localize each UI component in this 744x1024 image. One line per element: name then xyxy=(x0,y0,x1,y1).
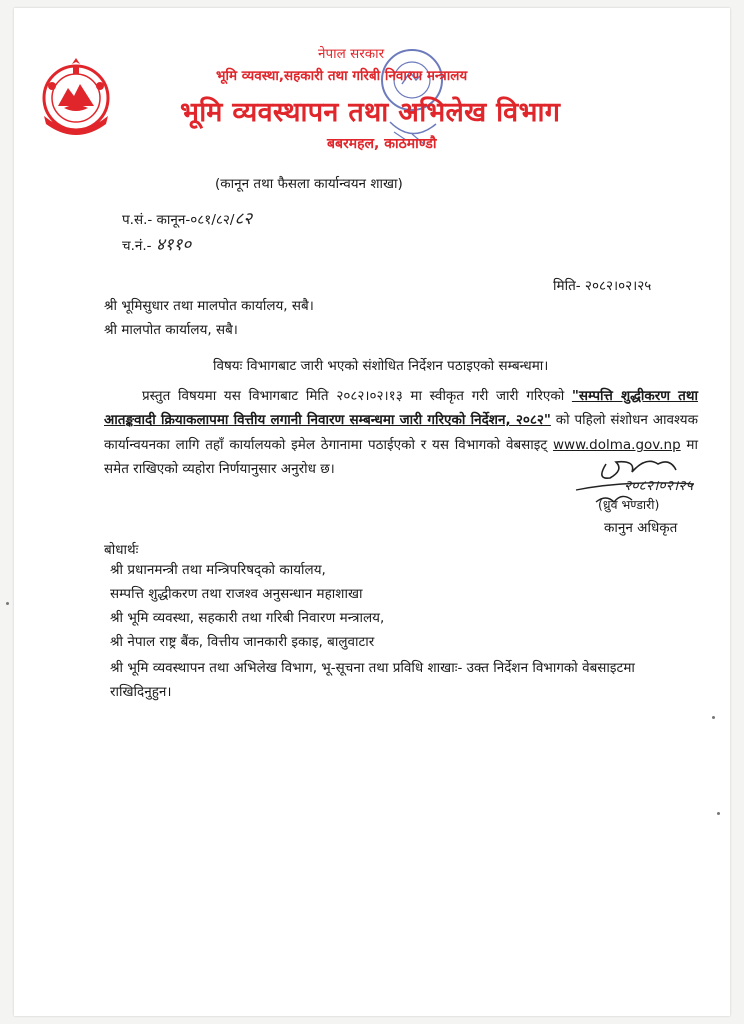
letterhead-address: बबरमहल, काठमाण्डौ xyxy=(327,136,437,152)
letterhead-government: नेपाल सरकार xyxy=(318,46,385,62)
cc-item: सम्पत्ति शुद्धीकरण तथा राजश्व अनुसन्धान महाशाखा xyxy=(110,586,363,602)
recipient-2: श्री मालपोत कार्यालय, सबै। xyxy=(104,322,238,338)
patra-sankhya xyxy=(122,206,252,229)
directive-title: "सम्पत्ति शुद्धीकरण तथा आतङ्कवादी क्रियाकलापमा वित्तीय लगानी निवारण सम्बन्धमा जारी गरिएको निर्देशन, २०८२" xyxy=(104,388,698,429)
signature-date: २०८२।०२।२५ xyxy=(624,478,693,494)
chalani-label: च.नं.- xyxy=(122,238,152,254)
body-part-2: को पहिलो संशोधन आवश्यक कार्यान्वयनका लागि तहाँ कार्यालयको इमेल ठेगानामा पठाईएको र यस विभागको वेबसाइट् xyxy=(104,412,698,453)
recipient-1: श्री भूमिसुधार तथा मालपोत कार्यालय, सबै। xyxy=(104,298,314,314)
scan-speck xyxy=(717,812,720,815)
letter-subject: विषयः विभागबाट जारी भएको संशोधित निर्देशन पठाइएको सम्बन्धमा। xyxy=(213,358,549,374)
nepal-government-emblem-icon xyxy=(36,56,116,136)
letterhead-ministry: भूमि व्यवस्था,सहकारी तथा गरिबी निवारण मन्त्रालय xyxy=(216,68,468,84)
scan-speck xyxy=(712,716,715,719)
signatory-name: (ध्रुव भण्डारी) xyxy=(598,497,660,512)
cc-item: श्री भूमि व्यवस्थापन तथा अभिलेख विभाग, भू-सूचना तथा प्रविधि शाखाः- उक्त निर्देशन विभागको वेबसाइटमा राखिदिनुहुन। xyxy=(110,660,635,700)
letter-date: मिति- २०८२।०२।२५ xyxy=(553,278,652,294)
branch-name: (कानून तथा फैसला कार्यान्वयन शाखा) xyxy=(215,176,403,192)
cc-item: श्री नेपाल राष्ट्र बैंक, वित्तीय जानकारी इकाइ, बालुवाटार xyxy=(110,634,375,650)
body-part-1: प्रस्तुत विषयमा यस विभागबाट मिति २०८२।०२।१३ मा स्वीकृत गरी जारी गरिएको xyxy=(142,388,572,404)
body-part-3: मा समेत राखिएको व्यहोरा निर्णयानुसार अनुरोध छ। xyxy=(104,436,698,478)
signatory-title: कानुन अधिकृत xyxy=(604,520,678,536)
patra-sankhya-handwritten: ८२ xyxy=(234,209,253,229)
cc-heading: बोधार्थः xyxy=(104,542,139,558)
chalani-handwritten: ४११० xyxy=(155,235,192,255)
letterhead-department: भूमि व्यवस्थापन तथा अभिलेख विभाग xyxy=(180,97,561,128)
cc-item: श्री प्रधानमन्त्री तथा मन्त्रिपरिषद्को कार्यालय, xyxy=(110,562,326,578)
website-link[interactable]: www.dolma.gov.np xyxy=(552,436,681,453)
scan-speck xyxy=(6,602,9,605)
chalani-number xyxy=(122,232,191,255)
patra-sankhya-label: प.सं.- कानून-०८१/८२/ xyxy=(122,212,235,228)
cc-item: श्री भूमि व्यवस्था, सहकारी तथा गरिबी निवारण मन्त्रालय, xyxy=(110,610,385,626)
